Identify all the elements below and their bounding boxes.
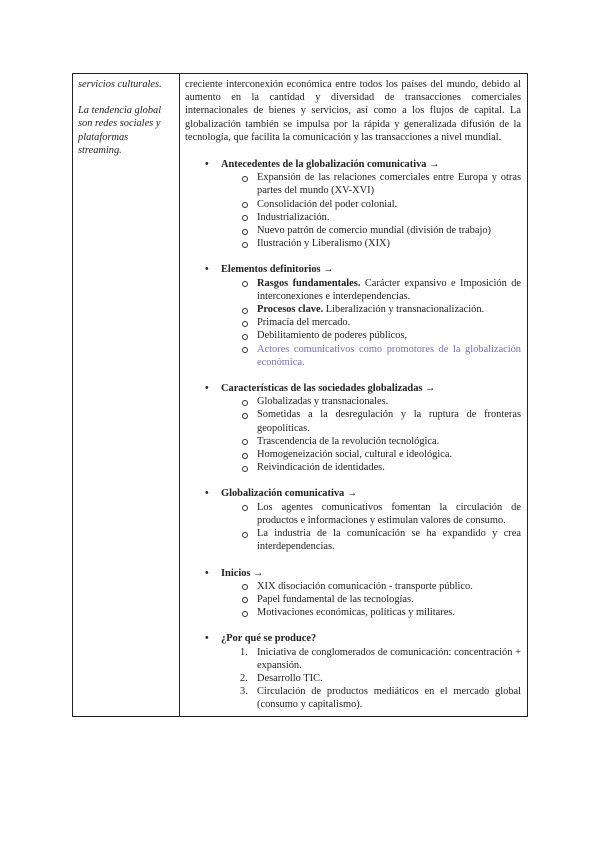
highlighted-list-item: Actores comunicativos como promotores de la globalización económica. (185, 343, 521, 369)
item-bold-label: Rasgos fundamentales. (257, 277, 361, 289)
item-number: 1. (240, 646, 248, 658)
list-item: Sometidas a la desregulación y la ruptura de fronteras geopolíticas. (185, 408, 521, 434)
item-number: 3. (240, 686, 248, 698)
list-item (185, 672, 521, 685)
section-antecedentes (185, 158, 521, 250)
list-item: La industria de la comunicación se ha expandido y crea interdependencias. (185, 527, 521, 553)
section-caracteristicas (185, 382, 521, 474)
sub-list (185, 501, 521, 554)
list-item: Expansión de las relaciones comerciales entre Europa y otras partes del mundo (XV-XVI) (185, 171, 521, 197)
sub-list (185, 580, 521, 620)
list-item (185, 646, 521, 672)
list-item: Globalizadas y transnacionales. (185, 395, 521, 408)
list-item: Trascendencia de la revolución tecnológica. (185, 435, 521, 448)
list-item: Papel fundamental de las tecnologías. (185, 593, 521, 606)
left-text: servicios culturales. (78, 79, 162, 90)
list-item: Nuevo patrón de comercio mundial (división de trabajo) (185, 224, 521, 237)
section-inicios (185, 567, 521, 620)
section-elementos (185, 263, 521, 369)
sub-list (185, 171, 521, 250)
list-item: Motivaciones económicas, políticas y militares. (185, 606, 521, 619)
list-item: Reivindicación de identidades. (185, 461, 521, 474)
item-number: 2. (240, 672, 248, 684)
list-item: XIX disociación comunicación - transporte público. (185, 580, 521, 593)
section-heading: • Globalización comunicativa → (185, 487, 521, 500)
section-globalizacion (185, 487, 521, 553)
sub-list (185, 277, 521, 369)
left-column-cell (73, 74, 180, 717)
item-bold-label: Procesos clave. (257, 304, 324, 316)
list-item: Primacía del mercado. (185, 316, 521, 329)
left-note: La tendencia global son redes sociales y plataformas streaming. (78, 105, 162, 156)
item-text: Desarrollo TIC. (257, 672, 323, 684)
section-heading: • Elementos definitorios → (185, 263, 521, 276)
item-text: Liberalización y transnacionalización. (323, 304, 485, 316)
section-heading: • ¿Por qué se produce? (185, 632, 521, 645)
numbered-list (185, 646, 521, 712)
list-item (185, 277, 521, 303)
section-heading: • Antecedentes de la globalización comunicativa → (185, 158, 521, 171)
item-text: Carácter expansivo e Imposición de interconexiones e interdependencias. (257, 277, 522, 302)
item-text: Iniciativa de conglomerados de comunicación: concentración + expansión. (257, 646, 521, 671)
list-item (185, 303, 521, 316)
notes-table (72, 73, 528, 717)
section-heading: • Características de las sociedades globalizadas → (185, 382, 521, 395)
list-item: Los agentes comunicativos fomentan la circulación de productos e informaciones y estimulan valores de consumo. (185, 501, 521, 527)
section-heading: • Inicios → (185, 567, 521, 580)
list-item: Consolidación del poder colonial. (185, 198, 521, 211)
list-item: Homogeneización social, cultural e ideológica. (185, 448, 521, 461)
list-item (185, 685, 521, 711)
list-item: Ilustración y Liberalismo (XIX) (185, 237, 521, 250)
sub-list (185, 395, 521, 474)
intro-paragraph: creciente interconexión económica entre todos los países del mundo, debido al aumento en la cantidad y diversidad de transacciones comerciales internacionales de bienes y servicios, así como a los flujos de capital. La globalización también se impulsa por la rápida y generalizada difusión de la tecnología, que facilita la comunicación y las transacciones a nivel mundial. (185, 79, 521, 143)
list-item: Debilitamiento de poderes públicos, (185, 329, 521, 342)
list-item: Industrialización. (185, 211, 521, 224)
section-por-que (185, 632, 521, 711)
item-text: Circulación de productos mediáticos en el mercado global (consumo y capitalismo). (257, 686, 521, 711)
right-column-cell (180, 74, 528, 717)
table-row (73, 74, 528, 717)
